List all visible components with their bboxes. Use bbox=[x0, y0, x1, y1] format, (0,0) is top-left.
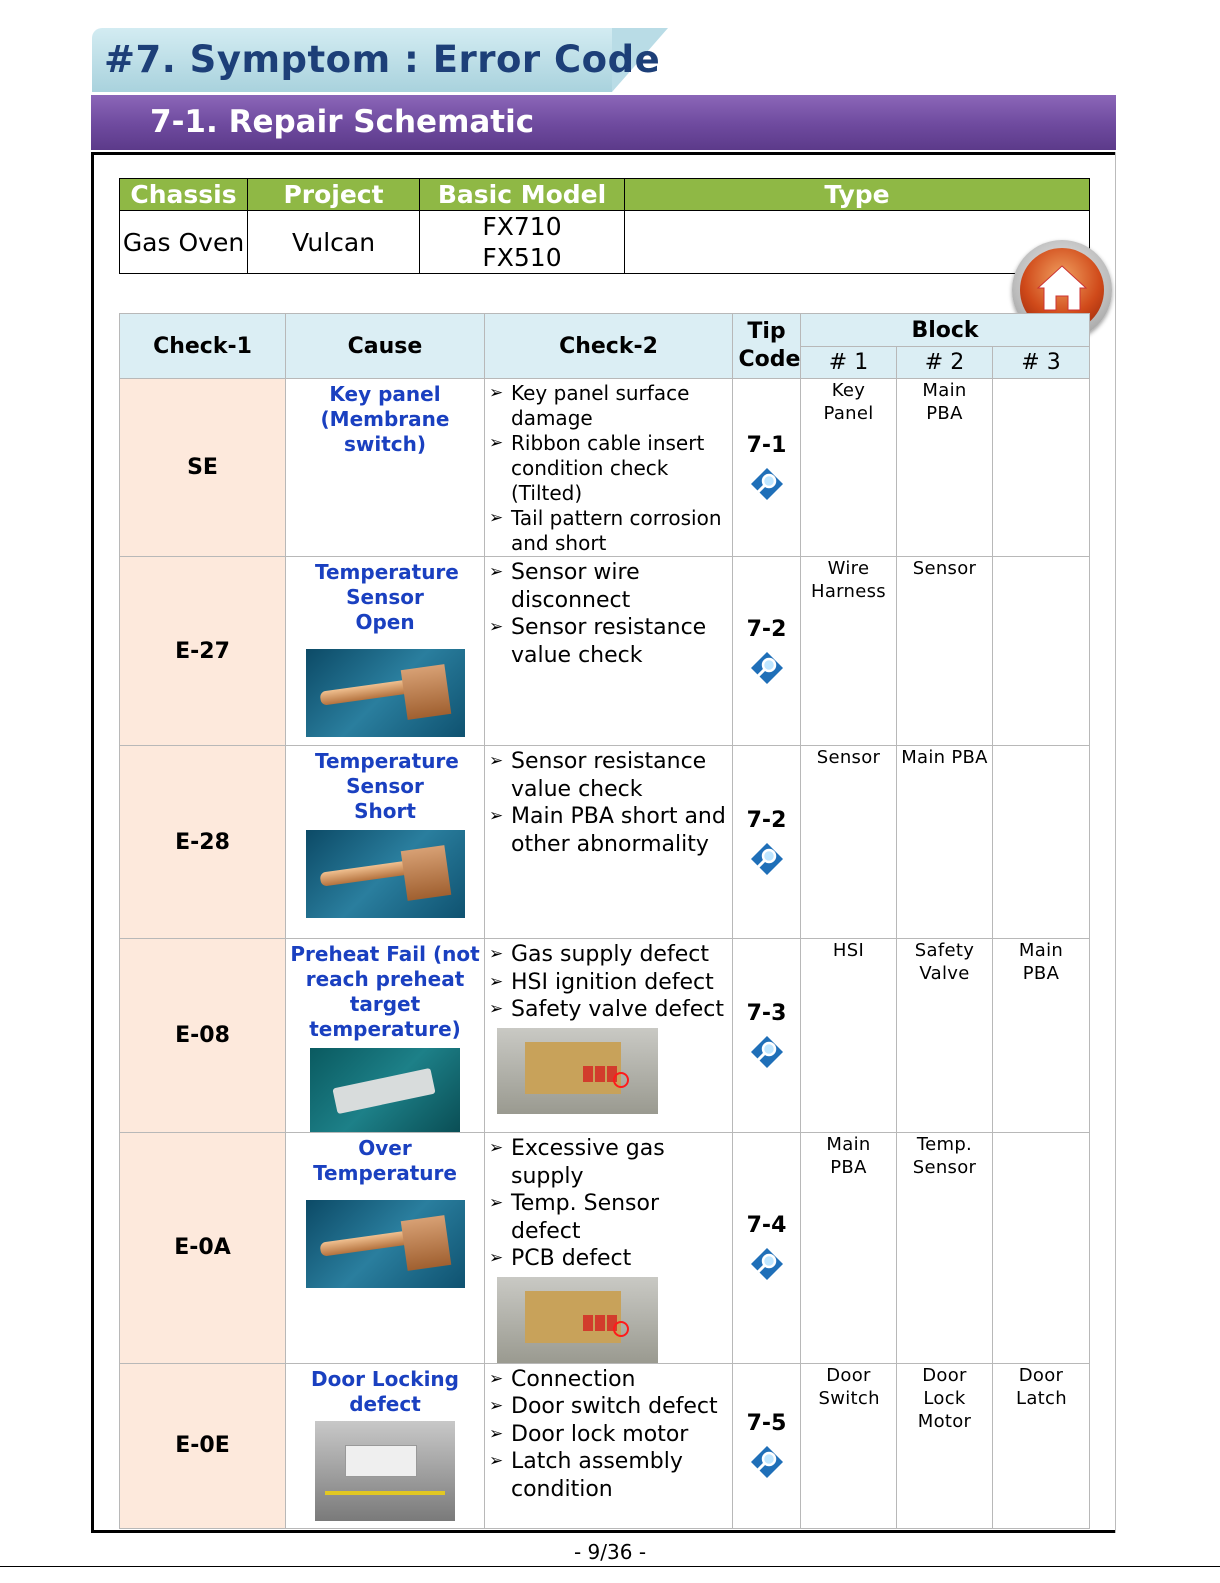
block-3-text: Door Latch bbox=[1016, 1364, 1067, 1409]
check2-item: ➢ Ribbon cable insert condition check (Tilted) bbox=[489, 431, 732, 506]
magnifier-icon[interactable] bbox=[749, 466, 785, 502]
temperature-sensor-photo bbox=[306, 1200, 465, 1288]
block-2-text: Temp. Sensor bbox=[912, 1134, 977, 1178]
header-basic-model: Basic Model bbox=[420, 179, 625, 211]
block-1-text: Key Panel bbox=[823, 380, 874, 424]
block-2-text: Safety Valve bbox=[914, 940, 975, 984]
temperature-sensor-photo bbox=[306, 649, 465, 737]
check2-item: ➢ Tail pattern corrosion and short bbox=[489, 506, 732, 556]
block-3-text: Main PBA bbox=[1018, 940, 1064, 984]
model-table bbox=[119, 178, 1090, 274]
header-cause: Cause bbox=[286, 314, 485, 379]
block-1-text: Door Switch bbox=[818, 1364, 880, 1409]
check2-item: ➢ Excessive gas supply bbox=[489, 1135, 732, 1190]
tip-code: 7-2 bbox=[746, 616, 787, 642]
header-project: Project bbox=[248, 179, 420, 211]
cause-cell bbox=[286, 1133, 485, 1364]
page-number: - 9/36 - bbox=[573, 1540, 647, 1564]
table-row bbox=[120, 1133, 1090, 1364]
header-check2: Check-2 bbox=[485, 314, 733, 379]
magnifier-icon[interactable] bbox=[749, 841, 785, 877]
chassis-value: Gas Oven bbox=[120, 211, 248, 274]
block-3 bbox=[993, 746, 1090, 939]
check2-cell bbox=[485, 1133, 733, 1364]
section-subtitle: 7-1. Repair Schematic bbox=[150, 104, 535, 140]
check2-item: ➢ Door switch defect bbox=[489, 1393, 732, 1421]
cause-cell bbox=[286, 939, 485, 1133]
tip-code: 7-2 bbox=[746, 807, 787, 833]
check2-item: ➢ Door lock motor bbox=[489, 1421, 732, 1449]
cause-cell bbox=[286, 379, 485, 557]
check1-cell: E-08 bbox=[120, 939, 286, 1133]
header-tip-code-text: Tip Code bbox=[738, 319, 801, 372]
block-3 bbox=[993, 379, 1090, 557]
check2-item: ➢ HSI ignition defect bbox=[489, 969, 732, 997]
cause-text: Door Locking defect bbox=[311, 1366, 459, 1416]
tip-cell bbox=[733, 1133, 801, 1364]
block-1 bbox=[801, 379, 897, 557]
header-block-3: # 3 bbox=[993, 347, 1090, 379]
header-block-1: # 1 bbox=[801, 347, 897, 379]
basic-model-1: FX710 bbox=[482, 212, 562, 241]
check2-item: ➢ Temp. Sensor defect bbox=[489, 1190, 732, 1245]
block-1 bbox=[801, 1363, 897, 1528]
table-row bbox=[120, 1363, 1090, 1528]
block-3 bbox=[993, 1133, 1090, 1364]
check1-cell: E-0A bbox=[120, 1133, 286, 1364]
check2-cell bbox=[485, 939, 733, 1133]
frame-right-edge bbox=[1115, 152, 1116, 1533]
cause-text: Over Temperature bbox=[313, 1136, 457, 1185]
page-title: #7. Symptom : Error Code bbox=[104, 38, 661, 81]
tip-code: 7-4 bbox=[746, 1213, 787, 1239]
table-row bbox=[120, 939, 1090, 1133]
check2-item: ➢ Key panel surface damage bbox=[489, 381, 732, 431]
cause-cell bbox=[286, 1363, 485, 1528]
tip-cell bbox=[733, 939, 801, 1133]
header-block-2: # 2 bbox=[897, 347, 993, 379]
block-2: Sensor bbox=[897, 557, 993, 746]
main-pba-photo bbox=[497, 1028, 658, 1114]
table-row bbox=[120, 379, 1090, 557]
check2-item: ➢ Main PBA short and other abnormality bbox=[489, 803, 732, 858]
check2-item: ➢ Safety valve defect bbox=[489, 996, 732, 1024]
block-1: Sensor bbox=[801, 746, 897, 939]
block-1 bbox=[801, 1133, 897, 1364]
block-2-text: Door Lock Motor bbox=[917, 1364, 972, 1432]
cause-text: Temperature Sensor Open bbox=[315, 560, 459, 634]
basic-model-value bbox=[420, 211, 625, 274]
block-2 bbox=[897, 1133, 993, 1364]
tip-cell bbox=[733, 746, 801, 939]
block-1 bbox=[801, 557, 897, 746]
table-row bbox=[120, 746, 1090, 939]
check1-cell: SE bbox=[120, 379, 286, 557]
check2-cell bbox=[485, 379, 733, 557]
project-value: Vulcan bbox=[248, 211, 420, 274]
block-3 bbox=[993, 1363, 1090, 1528]
check1-cell: E-0E bbox=[120, 1363, 286, 1528]
cause-text: Preheat Fail (not reach preheat target temperature) bbox=[290, 942, 480, 1041]
magnifier-icon[interactable] bbox=[749, 650, 785, 686]
check2-item: ➢ PCB defect bbox=[489, 1245, 732, 1273]
cause-cell bbox=[286, 557, 485, 746]
main-pba-photo bbox=[497, 1277, 658, 1363]
tip-cell bbox=[733, 1363, 801, 1528]
block-1-text: Wire Harness bbox=[811, 558, 886, 602]
block-2 bbox=[897, 1363, 993, 1528]
block-2 bbox=[897, 939, 993, 1133]
footer-line bbox=[0, 1566, 1220, 1567]
magnifier-icon[interactable] bbox=[749, 1246, 785, 1282]
magnifier-icon[interactable] bbox=[749, 1444, 785, 1480]
check1-cell: E-27 bbox=[120, 557, 286, 746]
block-1: HSI bbox=[801, 939, 897, 1133]
check2-cell bbox=[485, 746, 733, 939]
header-check1: Check-1 bbox=[120, 314, 286, 379]
header-type: Type bbox=[625, 179, 1090, 211]
check2-item: ➢ Sensor resistance value check bbox=[489, 614, 732, 669]
check2-item: ➢ Sensor wire disconnect bbox=[489, 559, 732, 614]
block-2-text: Main PBA bbox=[922, 380, 967, 424]
tip-cell bbox=[733, 557, 801, 746]
cause-cell bbox=[286, 746, 485, 939]
header-chassis: Chassis bbox=[120, 179, 248, 211]
hsi-igniter-photo bbox=[310, 1048, 460, 1132]
cause-text: Temperature Sensor Short bbox=[315, 749, 459, 823]
block-2: Main PBA bbox=[897, 746, 993, 939]
check1-cell: E-28 bbox=[120, 746, 286, 939]
tip-cell bbox=[733, 379, 801, 557]
block-2 bbox=[897, 379, 993, 557]
magnifier-icon[interactable] bbox=[749, 1034, 785, 1070]
cause-text: Key panel (Membrane switch) bbox=[320, 382, 450, 456]
table-row bbox=[120, 557, 1090, 746]
block-1-text: Main PBA bbox=[826, 1134, 871, 1178]
header-tip-code bbox=[733, 314, 801, 379]
check2-item: ➢ Gas supply defect bbox=[489, 941, 732, 969]
tip-code: 7-5 bbox=[746, 1411, 787, 1436]
door-lock-photo bbox=[315, 1421, 455, 1521]
basic-model-2: FX510 bbox=[482, 243, 562, 272]
tip-code: 7-1 bbox=[746, 433, 787, 458]
error-code-table bbox=[119, 313, 1090, 1529]
check2-item: ➢ Connection bbox=[489, 1366, 732, 1394]
block-3 bbox=[993, 557, 1090, 746]
header-block: Block bbox=[801, 314, 1090, 347]
check2-cell bbox=[485, 557, 733, 746]
temperature-sensor-photo bbox=[306, 830, 465, 918]
tip-code: 7-3 bbox=[746, 1001, 787, 1026]
check2-cell bbox=[485, 1363, 733, 1528]
check2-item: ➢ Latch assembly condition bbox=[489, 1448, 732, 1503]
block-3 bbox=[993, 939, 1090, 1133]
check2-item: ➢ Sensor resistance value check bbox=[489, 748, 732, 803]
